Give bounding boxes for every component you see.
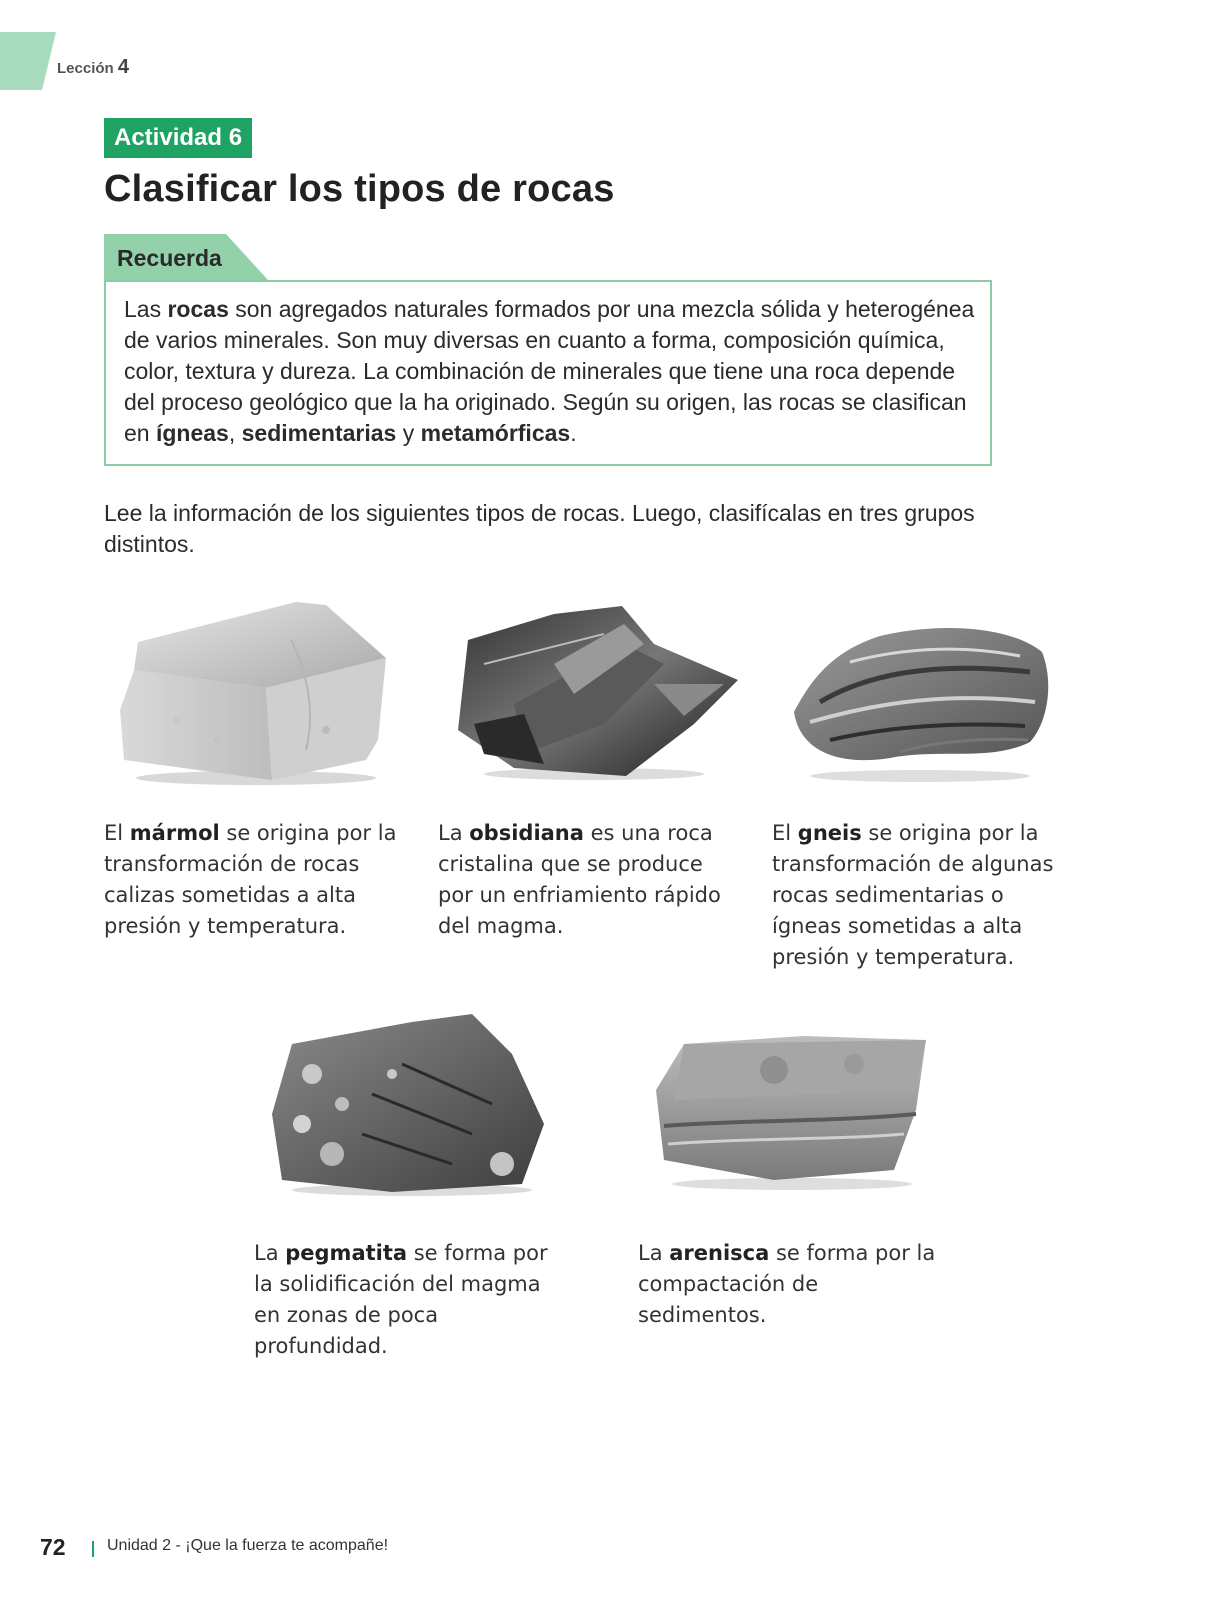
marble-caption bbox=[104, 818, 404, 942]
instruction-text: Lee la información de los siguientes tipos de rocas. Luego, clasifícalas en tres grupos distintos. bbox=[104, 500, 975, 557]
rock-name-gneis: gneis bbox=[797, 821, 862, 845]
unit-title: Unidad 2 - ¡Que la fuerza te acompañe! bbox=[107, 1537, 389, 1554]
caption-part: La bbox=[438, 821, 470, 845]
term-igneas: ígneas bbox=[155, 420, 229, 446]
gneiss-rock-image bbox=[790, 622, 1054, 782]
recuerda-text-part: Las bbox=[124, 296, 168, 322]
activity-badge: Actividad 6 bbox=[104, 118, 252, 158]
pegmatite-caption bbox=[254, 1238, 554, 1362]
gneiss-caption bbox=[772, 818, 1072, 973]
term-metamorficas: metamórficas bbox=[420, 420, 571, 446]
recuerda-text-part: , bbox=[228, 420, 242, 446]
recuerda-text-part: son agregados naturales formados por una mezcla sólida y heterogénea de varios minerales. Son muy diversas en cuanto a forma, composición química, color, textura y dureza. La combinación de minerales que tiene una roca depende del proceso geológico que la ha originado. Según su origen, las rocas se clasifican en bbox=[124, 296, 975, 446]
recuerda-label: Recuerda bbox=[117, 245, 222, 271]
caption-part: se origina por la transformación de algunas rocas sedimentarias o ígneas sometidas a alta presión y temperatura. bbox=[772, 821, 1054, 969]
lesson-word: Lección bbox=[57, 60, 114, 77]
caption-part: se forma por la compactación de sedimentos. bbox=[638, 1241, 936, 1327]
obsidian-rock-image bbox=[454, 604, 740, 780]
lesson-tab-shape bbox=[0, 32, 56, 90]
lesson-label bbox=[57, 56, 129, 79]
pegmatite-rock-image bbox=[272, 1014, 548, 1196]
caption-part: La bbox=[638, 1241, 670, 1265]
recuerda-text bbox=[124, 294, 976, 449]
term-rocas: rocas bbox=[167, 296, 229, 322]
page-title: Clasificar los tipos de rocas bbox=[104, 168, 615, 210]
lesson-number: 4 bbox=[117, 56, 129, 78]
caption-part: se forma por la solidificación del magma en zonas de poca profundidad. bbox=[254, 1241, 548, 1358]
page-number: 72 bbox=[40, 1534, 66, 1560]
caption-part: El bbox=[104, 821, 130, 845]
caption-part: es una roca cristalina que se produce por un enfriamiento rápido del magma. bbox=[438, 821, 721, 938]
obsidian-caption bbox=[438, 818, 738, 942]
recuerda-text-part: y bbox=[396, 420, 421, 446]
caption-part: La bbox=[254, 1241, 286, 1265]
recuerda-text-part: . bbox=[570, 420, 577, 446]
rock-name-arenisca: arenisca bbox=[669, 1241, 770, 1265]
footer-divider bbox=[92, 1541, 94, 1557]
rock-name-pegmatita: pegmatita bbox=[285, 1241, 408, 1265]
rock-name-marmol: mármol bbox=[129, 821, 220, 845]
rock-name-obsidiana: obsidiana bbox=[469, 821, 584, 845]
term-sedimentarias: sedimentarias bbox=[241, 420, 397, 446]
caption-part: El bbox=[772, 821, 798, 845]
marble-rock-image bbox=[116, 600, 390, 786]
sandstone-caption bbox=[638, 1238, 938, 1331]
caption-part: se origina por la transformación de rocas calizas sometidas a alta presión y temperatura. bbox=[104, 821, 397, 938]
sandstone-rock-image bbox=[654, 1030, 930, 1190]
